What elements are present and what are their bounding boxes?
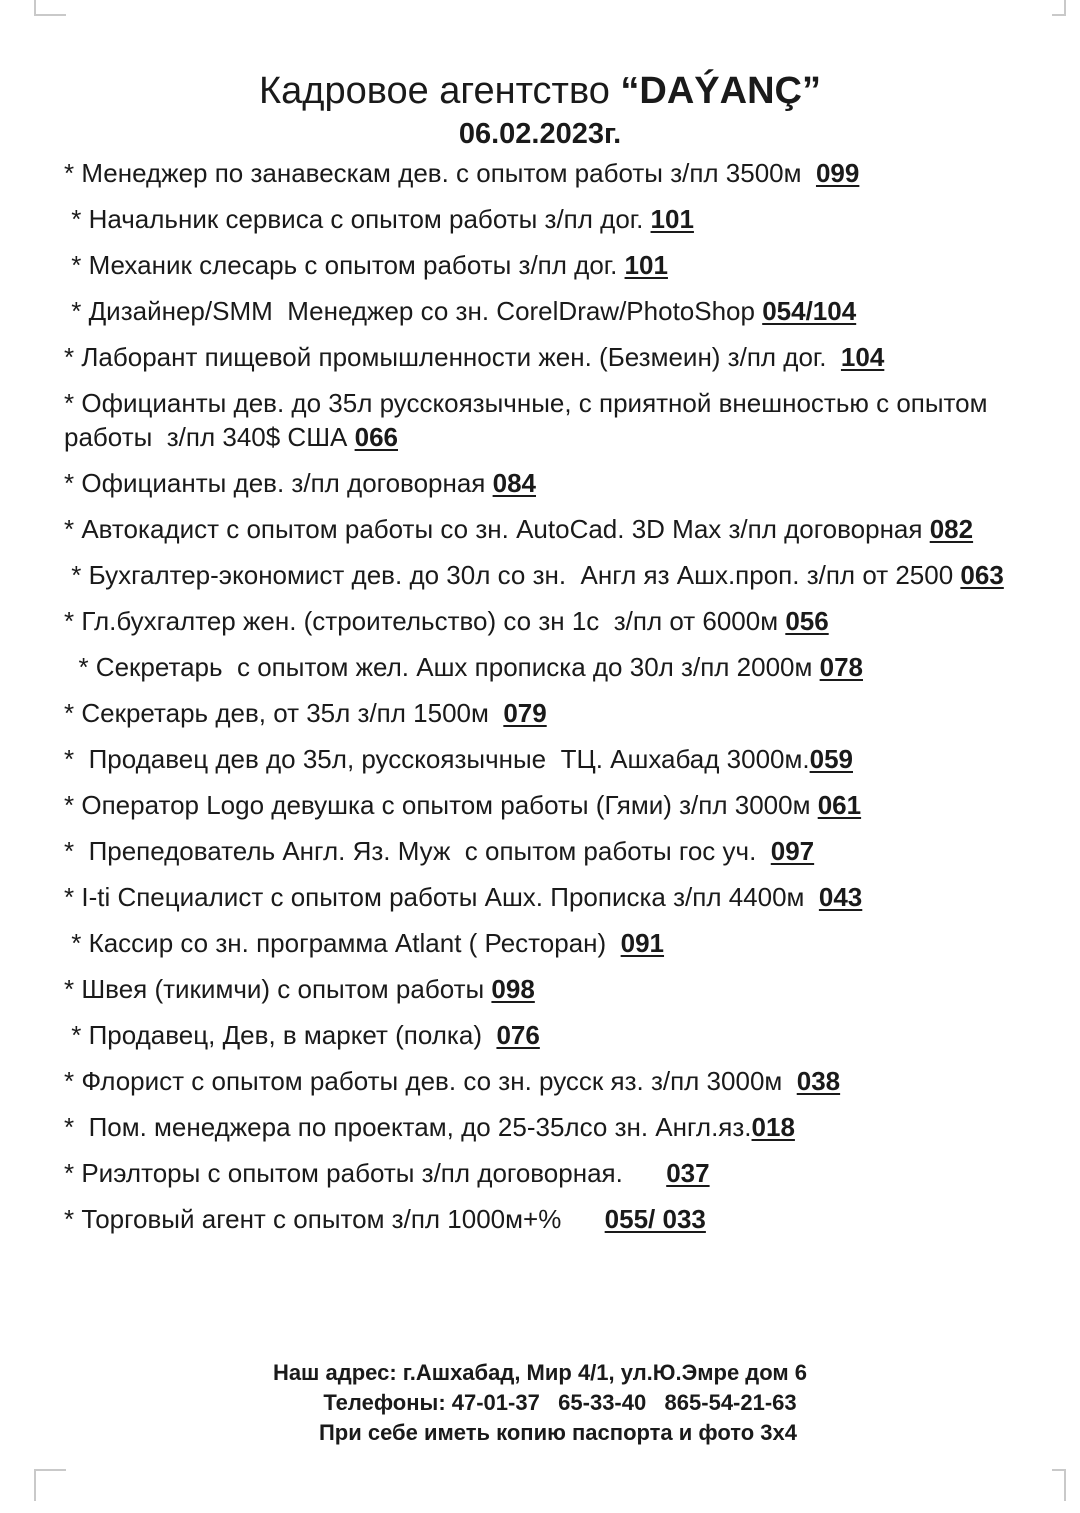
vacancy-item <box>64 972 1054 1006</box>
vacancy-code: 076 <box>496 1020 540 1050</box>
vacancy-item <box>64 294 1054 328</box>
vacancy-code: 097 <box>770 836 815 866</box>
vacancy-text: * Официанты дев. з/пл договорная <box>64 468 493 498</box>
vacancy-code: 063 <box>960 560 1004 590</box>
vacancy-item <box>64 788 1054 822</box>
vacancy-item <box>64 604 1054 638</box>
vacancy-text: * I-ti Специалист с опытом работы Ашх. Прописка з/пл 4400м <box>64 882 819 912</box>
vacancy-text: * Оператор Logo девушка с опытом работы (Гями) з/пл 3000м <box>64 790 818 820</box>
crop-mark-top-right <box>1052 0 1066 16</box>
vacancy-item <box>64 386 1054 454</box>
vacancy-text: * Гл.бухгалтер жен. (строительство) со зн 1с з/пл от 6000м <box>64 606 786 636</box>
vacancy-list <box>64 156 1054 1236</box>
vacancy-item <box>64 696 1054 730</box>
page-title <box>0 66 1080 116</box>
vacancy-text: * Секретарь с опытом жел. Ашх прописка до 30л з/пл 2000м <box>64 652 820 682</box>
vacancy-code: 079 <box>503 698 547 728</box>
footer-note: При себе иметь копию паспорта и фото 3х4 <box>318 1420 798 1445</box>
vacancy-text: * Торговый агент с опытом з/пл 1000м+% <box>64 1204 605 1234</box>
vacancy-item <box>64 1202 1054 1236</box>
vacancy-text: * Лаборант пищевой промышленности жен. (Безмеин) з/пл дог. <box>64 342 841 372</box>
agency-brand: “DAÝANÇ” <box>620 70 821 112</box>
vacancy-text: * Кассир со зн. программа Atlant ( Ресторан) <box>64 928 621 958</box>
crop-mark-top-left <box>34 0 66 16</box>
vacancy-code: 066 <box>354 422 398 452</box>
vacancy-text: * Пом. менеджера по проектам, до 25-35лсо зн. Англ.яз. <box>64 1112 752 1142</box>
vacancy-item <box>64 1018 1054 1052</box>
vacancy-text: * Начальник сервиса с опытом работы з/пл дог. <box>64 204 651 234</box>
vacancy-code: 082 <box>929 514 974 544</box>
vacancy-code: 055/ 033 <box>604 1204 706 1234</box>
vacancy-code: 084 <box>492 468 536 498</box>
vacancy-text: * Автокадист с опытом работы со зн. AutoCad. 3D Max з/пл договорная <box>64 514 930 544</box>
vacancy-code: 078 <box>819 652 863 682</box>
vacancy-code: 059 <box>809 744 853 774</box>
vacancy-text: * Продавец, Дев, в маркет (полка) <box>64 1020 497 1050</box>
crop-mark-bottom-right <box>1052 1469 1066 1501</box>
vacancy-text: * Механик слесарь с опытом работы з/пл дог. <box>64 250 625 280</box>
vacancy-item <box>64 650 1054 684</box>
vacancy-text: * Продавец дев до 35л, русскоязычные ТЦ. Ашхабад 3000м. <box>64 744 810 774</box>
vacancy-code: 043 <box>818 882 863 912</box>
vacancy-code: 018 <box>751 1112 795 1142</box>
vacancy-text: * Дизайнер/SMM Менеджер со зн. CorelDraw/PhotoShop <box>64 296 763 326</box>
footer-phones: Телефоны: 47-01-37 65-33-40 865-54-21-63 <box>323 1390 797 1415</box>
vacancy-code: 091 <box>620 928 665 958</box>
vacancy-code: 098 <box>491 974 535 1004</box>
vacancy-item <box>64 156 1054 190</box>
vacancy-text: * Менеджер по занавескам дев. с опытом работы з/пл 3500м <box>64 158 816 188</box>
vacancy-item <box>64 558 1054 592</box>
vacancy-item <box>64 248 1054 282</box>
vacancy-code: 037 <box>666 1158 710 1188</box>
vacancy-item <box>64 926 1054 960</box>
vacancy-text: * Швея (тикимчи) с опытом работы <box>64 974 492 1004</box>
vacancy-code: 038 <box>796 1066 841 1096</box>
vacancy-item <box>64 340 1054 374</box>
vacancy-item <box>64 880 1054 914</box>
title-prefix: Кадровое агентство <box>259 70 621 112</box>
crop-mark-bottom-left <box>34 1469 66 1501</box>
vacancy-text: * Официанты дев. до 35л русскоязычные, с приятной внешностью с опытом работы з/пл 340$ США <box>64 388 995 452</box>
vacancy-item <box>64 834 1054 868</box>
vacancy-item <box>64 1156 1054 1190</box>
vacancy-code: 061 <box>817 790 862 820</box>
vacancy-text: * Флорист с опытом работы дев. со зн. русск яз. з/пл 3000м <box>64 1066 797 1096</box>
vacancy-text: * Препедователь Англ. Яз. Муж с опытом работы гос уч. <box>64 836 771 866</box>
vacancy-code: 101 <box>624 250 668 280</box>
vacancy-code: 099 <box>815 158 860 188</box>
contact-footer <box>0 1358 1080 1448</box>
vacancy-code: 054/104 <box>762 296 857 326</box>
vacancy-code: 104 <box>840 342 885 372</box>
document-date: 06.02.2023г. <box>458 118 622 150</box>
vacancy-text: * Риэлторы с опытом работы з/пл договорная. <box>64 1158 667 1188</box>
vacancy-item <box>64 202 1054 236</box>
vacancy-item <box>64 466 1054 500</box>
vacancy-item <box>64 512 1054 546</box>
vacancy-text: * Секретарь дев, от 35л з/пл 1500м <box>64 698 504 728</box>
vacancy-item <box>64 1110 1054 1144</box>
vacancy-code: 101 <box>650 204 694 234</box>
vacancy-item <box>64 1064 1054 1098</box>
vacancy-text: * Бухгалтер-экономист дев. до 30л со зн. Англ яз Ашх.проп. з/пл от 2500 <box>64 560 961 590</box>
vacancy-code: 056 <box>785 606 829 636</box>
vacancy-item <box>64 742 1054 776</box>
footer-address: Наш адрес: г.Ашхабад, Мир 4/1, ул.Ю.Эмре дом 6 <box>272 1360 808 1385</box>
